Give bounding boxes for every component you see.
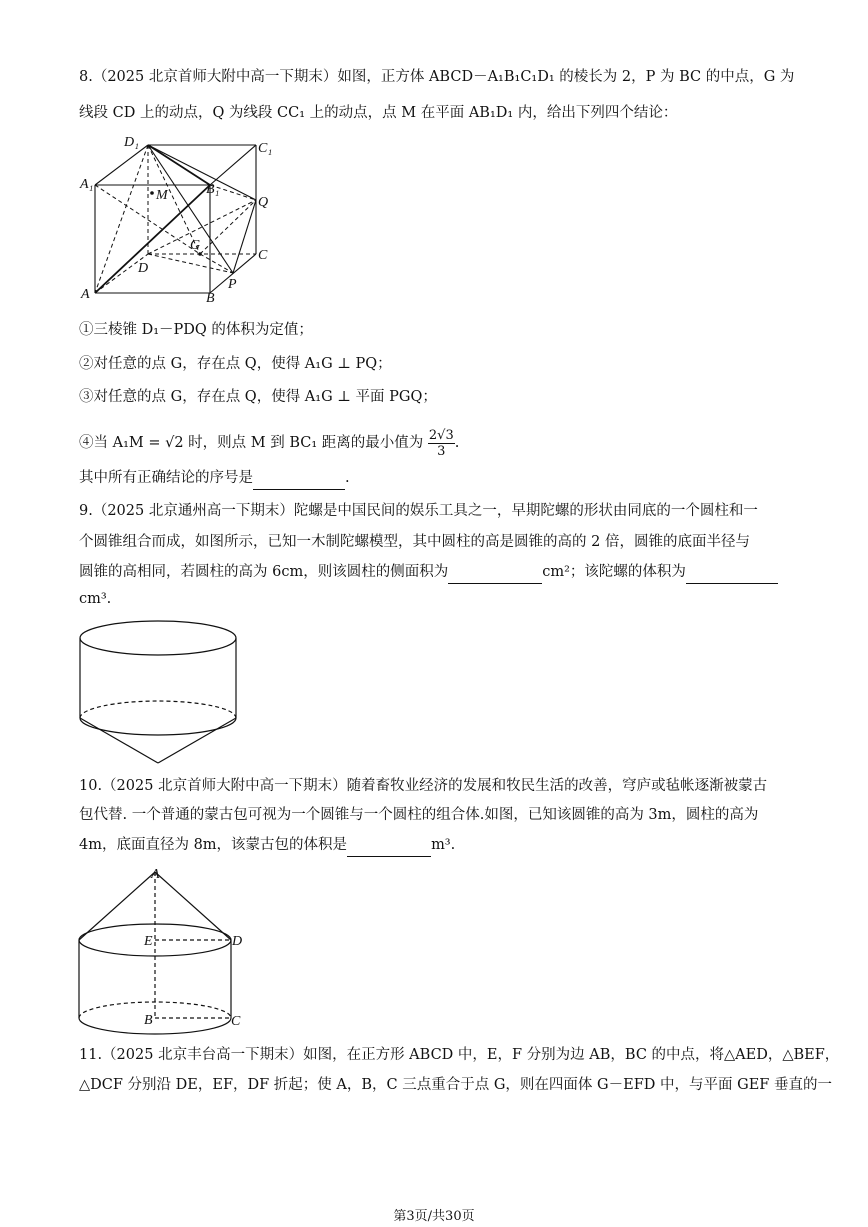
label-A: A bbox=[81, 287, 90, 302]
label-G: G bbox=[190, 238, 201, 253]
q9-line-1: 9.（2025 北京通州高一下期末）陀螺是中国民间的娱乐工具之一，早期陀螺的形状由同底的一个圆柱和一 bbox=[79, 503, 758, 519]
label-B: B bbox=[144, 1013, 153, 1028]
label-A1: A₁ bbox=[80, 177, 94, 192]
q8-conclusion-2: ②对任意的点 G，存在点 Q，使得 A₁G ⊥ PQ； bbox=[79, 356, 392, 372]
q9-blank-2[interactable] bbox=[686, 561, 778, 584]
q11-line-1: 11.（2025 北京丰台高一下期末）如图，在正方形 ABCD 中，E，F 分别为边 AB，BC 的中点，将△AED，△BEF， bbox=[79, 1047, 840, 1063]
q8-c4-end: . bbox=[454, 435, 460, 451]
yurt-figure bbox=[76, 862, 251, 1032]
label-D1: D₁ bbox=[124, 135, 139, 150]
q9-line-2: 个圆锥组合而成，如图所示，已知一木制陀螺模型，其中圆柱的高是圆锥的高的 2 倍，圆锥的底面半径与 bbox=[79, 534, 750, 550]
label-E: E bbox=[144, 934, 153, 949]
label-D: D bbox=[138, 261, 149, 276]
q9-blank-1[interactable] bbox=[448, 561, 542, 584]
label-M: M bbox=[156, 188, 168, 203]
q11-line-2: △DCF 分别沿 DE，EF，DF 折起；使 A，B，C 三点重合于点 G，则在四面体 G－EFD 中，与平面 GEF 垂直的一 bbox=[79, 1077, 832, 1093]
q8-line-1: 8.（2025 北京首师大附中高一下期末）如图，正方体 ABCD－A₁B₁C₁D₁ 的棱长为 2，P 为 BC 的中点，G 为 bbox=[79, 69, 795, 85]
q9-line-3-text: 圆锥的高相同，若圆柱的高为 6cm，则该圆柱的侧面积为 bbox=[79, 564, 449, 580]
q8-c4-denominator: 3 bbox=[437, 443, 446, 459]
q10-line-3-text: 4m，底面直径为 8m，该蒙古包的体积是 bbox=[79, 837, 348, 853]
q8-question bbox=[79, 467, 350, 490]
q8-conclusion-3: ③对任意的点 G，存在点 Q，使得 A₁G ⊥ 平面 PGQ； bbox=[79, 389, 437, 405]
label-P: P bbox=[228, 277, 237, 292]
q9-line-4: cm³. bbox=[79, 591, 112, 607]
q8-question-text: 其中所有正确结论的序号是 bbox=[79, 470, 253, 486]
label-C: C bbox=[231, 1014, 241, 1029]
q8-c4-numerator: 2√3 bbox=[428, 427, 454, 443]
label-C: C bbox=[258, 248, 268, 263]
label-D: D bbox=[232, 934, 243, 949]
label-B: B bbox=[206, 291, 215, 306]
label-B1: B₁ bbox=[206, 182, 220, 197]
q8-answer-blank[interactable] bbox=[253, 467, 345, 490]
q8-c4-fraction bbox=[428, 428, 455, 459]
spinning-top-figure bbox=[78, 615, 243, 770]
page-footer: 第3页/共30页 bbox=[393, 1209, 475, 1224]
q8-conclusion-1: ①三棱锥 D₁－PDQ 的体积为定值； bbox=[79, 322, 313, 338]
q8-conclusion-4 bbox=[79, 425, 459, 461]
q8-c4-text: ④当 A₁M = √2 时，则点 M 到 BC₁ 距离的最小值为 bbox=[79, 435, 424, 451]
q10-line-2: 包代替. 一个普通的蒙古包可视为一个圆锥与一个圆柱的组合体.如图，已知该圆锥的高为 3m，圆柱的高为 bbox=[79, 807, 759, 823]
q9-line-3-mid: cm²；该陀螺的体积为 bbox=[542, 564, 686, 580]
label-A: A bbox=[151, 867, 160, 882]
label-Q: Q bbox=[258, 195, 269, 210]
q9-line-3 bbox=[79, 561, 778, 584]
q10-line-3 bbox=[79, 834, 455, 857]
q8-question-end: . bbox=[345, 470, 350, 486]
q10-answer-blank[interactable] bbox=[347, 834, 431, 857]
q10-line-1: 10.（2025 北京首师大附中高一下期末）随着畜牧业经济的发展和牧民生活的改善，穹庐或毡帐逐渐被蒙古 bbox=[79, 778, 768, 794]
label-C1: C₁ bbox=[258, 141, 273, 156]
q10-line-3-end: m³. bbox=[431, 837, 456, 853]
q8-line-2: 线段 CD 上的动点，Q 为线段 CC₁ 上的动点，点 M 在平面 AB₁D₁ 内，给出下列四个结论： bbox=[79, 105, 678, 121]
cube-figure bbox=[78, 130, 278, 310]
